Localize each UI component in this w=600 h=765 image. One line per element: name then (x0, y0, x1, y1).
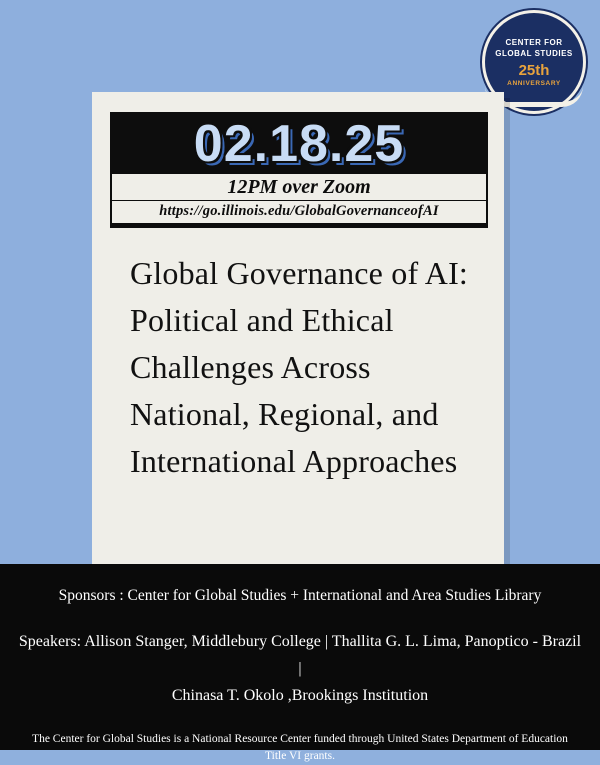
badge-years: 25th (518, 62, 550, 79)
event-card (92, 92, 504, 570)
event-title: Global Governance of AI: Political and Ethical Challenges Across National, Regional, and International Approaches (130, 255, 469, 479)
url-bar (110, 200, 488, 225)
speakers-line-2: Chinasa T. Okolo ,Brookings Institution (171, 687, 429, 704)
url-inner (112, 201, 486, 223)
speakers-line-1: Speakers: Allison Stanger, Middlebury College | Thallita G. L. Lima, Panoptico - Brazil | (18, 633, 582, 677)
event-url[interactable]: https://go.illinois.edu/GlobalGovernanceofAI (159, 203, 439, 219)
date-block (110, 112, 488, 228)
event-date: 02.18.25 (193, 115, 405, 173)
time-bar (112, 174, 486, 200)
sponsors-line: Sponsors : Center for Global Studies + International and Area Studies Library (58, 587, 542, 604)
footnote-block (0, 709, 600, 765)
badge-line1: CENTER FOR (505, 38, 563, 47)
badge-line2: GLOBAL STUDIES (495, 49, 573, 58)
event-time: 12PM over Zoom (227, 176, 371, 198)
speakers-block (0, 606, 600, 709)
footnote-line-2: Title VI grants. (265, 750, 335, 762)
badge-anniversary: ANNIVERSARY (507, 80, 561, 87)
footnote-line-1: The Center for Global Studies is a National Resource Center funded through United States Department of Education (32, 733, 568, 745)
info-band (0, 564, 600, 762)
